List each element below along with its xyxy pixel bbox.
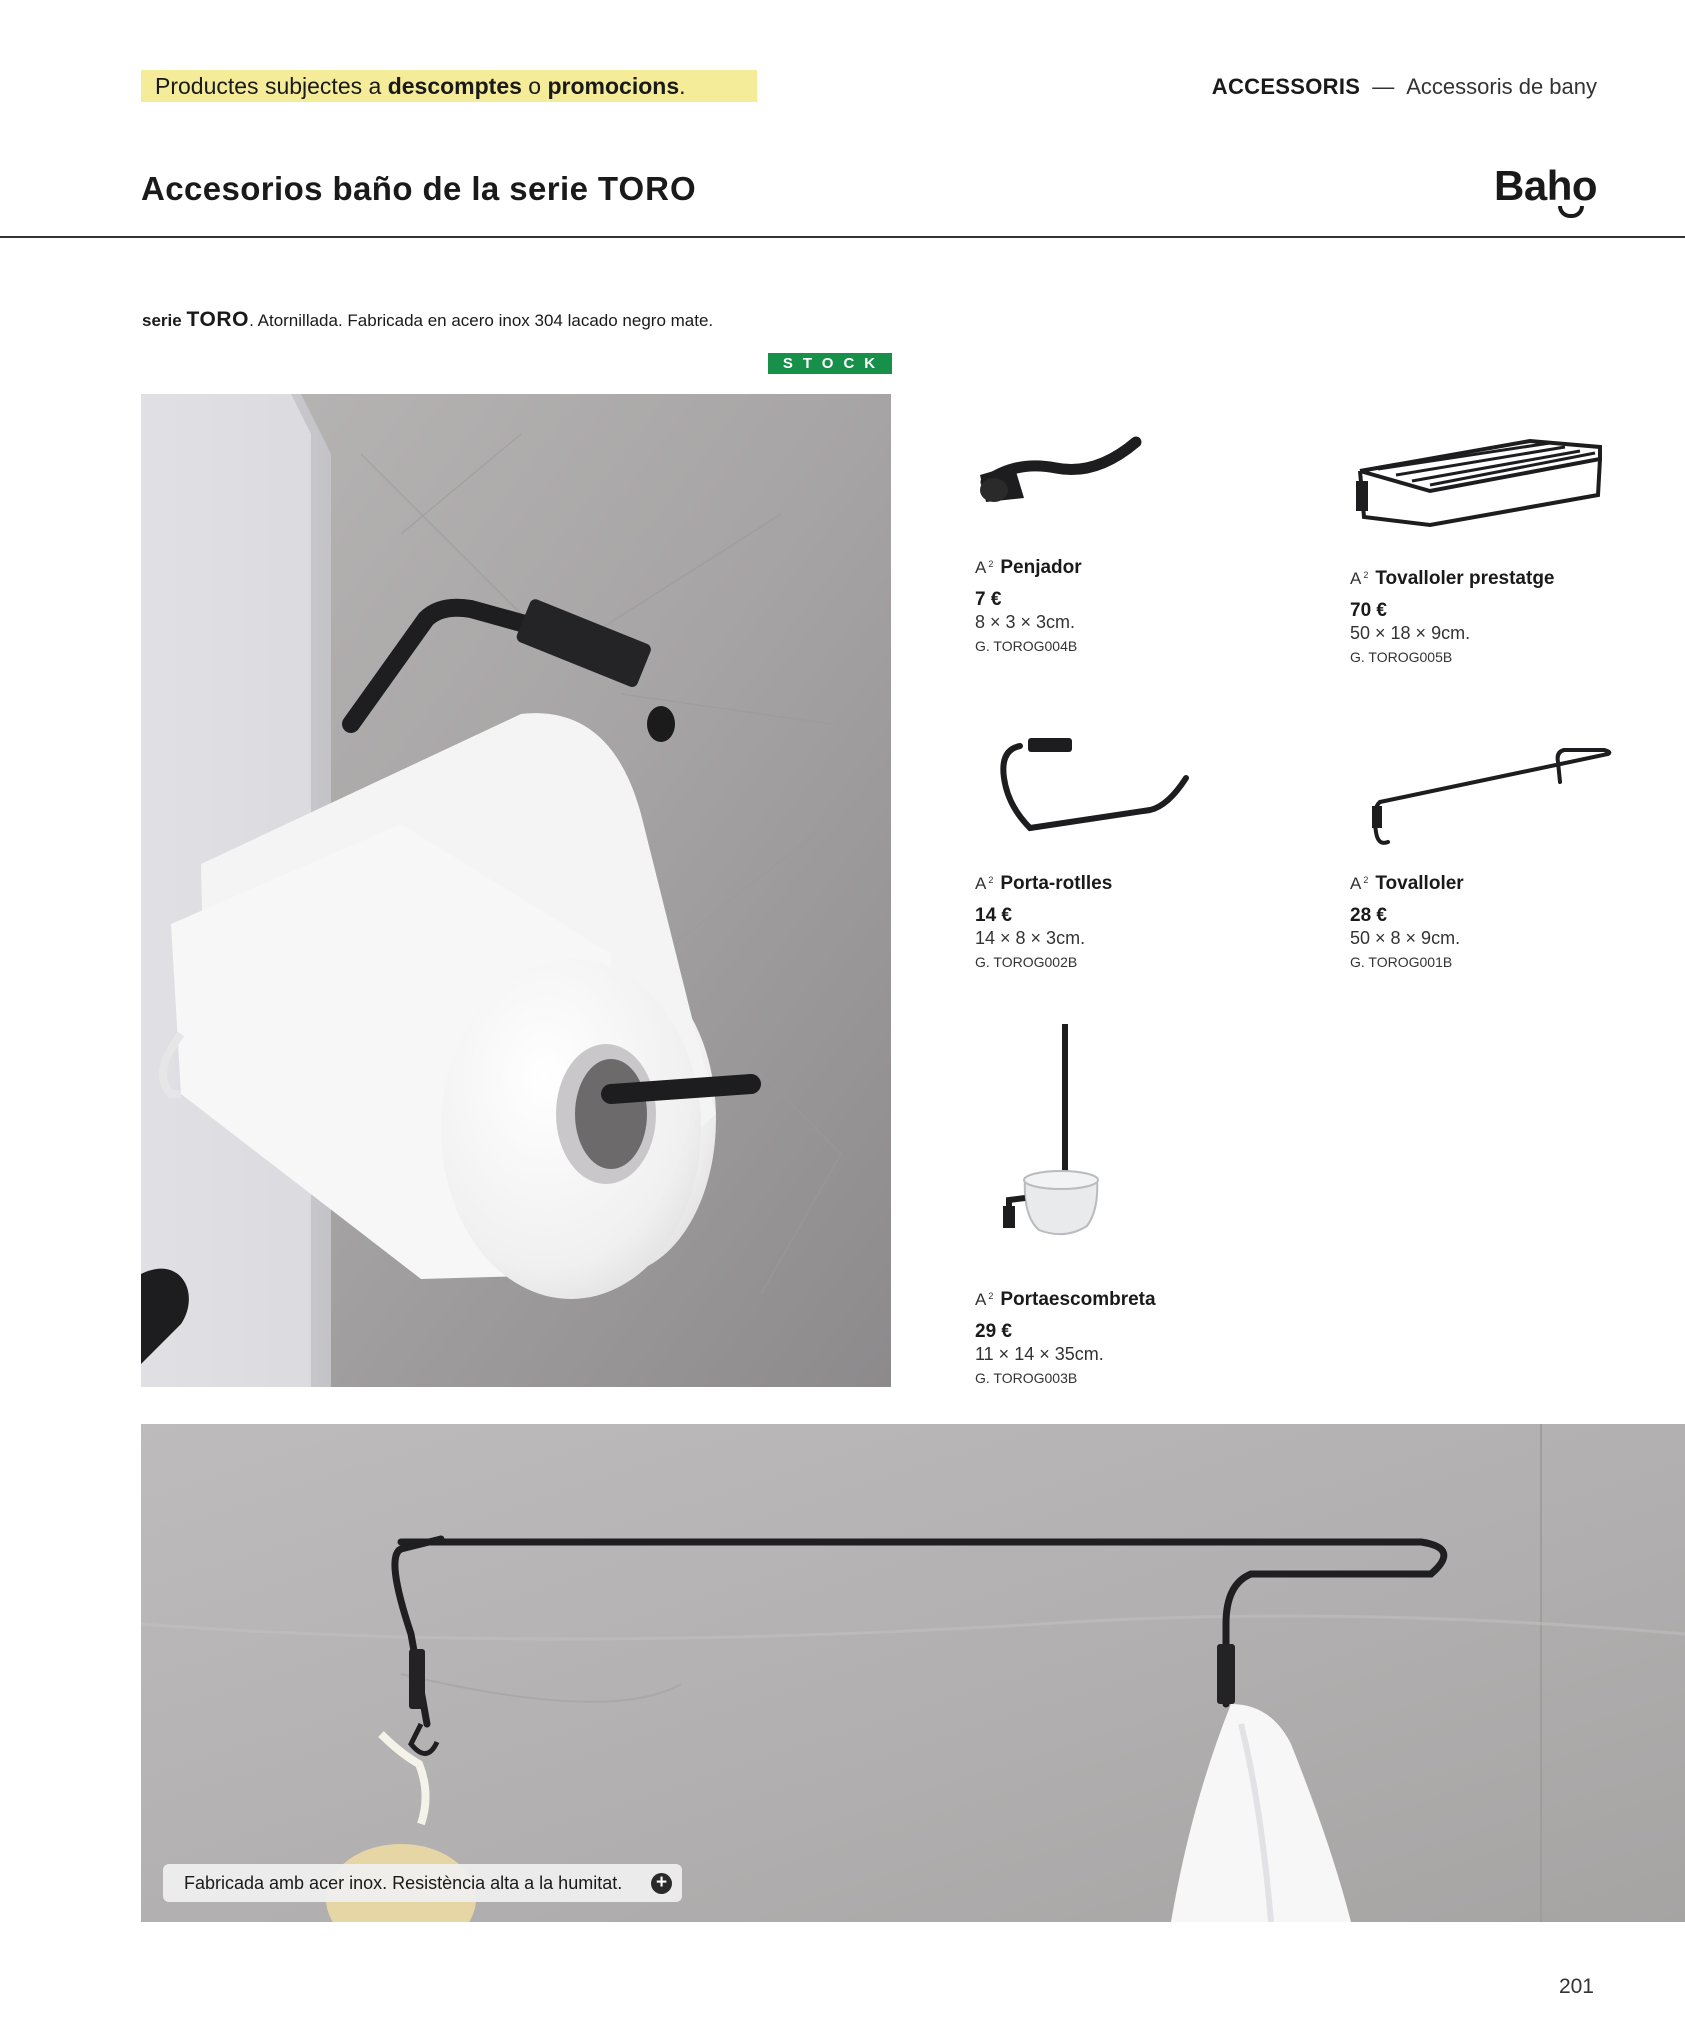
- caption-text: Fabricada amb acer inox. Resistència alta a la humitat.: [184, 1873, 623, 1893]
- towel-rail-photo: [141, 1424, 1685, 1922]
- robe-hook-icon: [966, 420, 1166, 520]
- stock-badge: STOCK: [768, 353, 892, 374]
- product-reference: G. TOROG004B: [975, 638, 1078, 654]
- brand-smile-icon: [1558, 206, 1584, 218]
- product-name-label: Tovalloler: [1375, 873, 1464, 894]
- towel-shelf-icon: [1350, 425, 1610, 535]
- product-name: [975, 556, 1082, 579]
- product-dimensions: 50 × 8 × 9cm.: [1350, 928, 1461, 948]
- product-code: A: [1350, 569, 1362, 588]
- caption-pill[interactable]: [163, 1864, 682, 1902]
- product-reference: G. TOROG005B: [1350, 649, 1453, 665]
- product-dimensions: 14 × 8 × 3cm.: [975, 928, 1086, 948]
- product-code-sup: 2: [988, 1291, 994, 1301]
- promo-promotions: promocions: [547, 73, 680, 99]
- promo-suffix: .: [679, 73, 686, 99]
- product-price: 7 €: [975, 589, 1002, 610]
- roll-holder-icon: [990, 728, 1200, 838]
- product-name-label: Tovalloler prestatge: [1375, 568, 1555, 589]
- page-title-series: TORO: [597, 170, 697, 207]
- towel-rail-icon: [1368, 742, 1618, 852]
- section-breadcrumb: [1212, 74, 1597, 100]
- roll-holder-photo-svg: [141, 394, 891, 1387]
- category-label: ACCESSORIS: [1211, 74, 1361, 99]
- product-price: 14 €: [975, 905, 1012, 926]
- product-dimensions: 11 × 14 × 35cm.: [975, 1344, 1104, 1364]
- product-code-sup: 2: [988, 875, 994, 885]
- product-code-sup: 2: [988, 559, 994, 569]
- product-name: [1350, 567, 1555, 590]
- page-number: 201: [1558, 1975, 1594, 1998]
- product-name-label: Penjador: [1000, 557, 1082, 578]
- product-code: A: [1350, 874, 1362, 893]
- product-card-towel-rail: [1350, 872, 1464, 974]
- product-reference: G. TOROG001B: [1350, 954, 1453, 970]
- product-reference: G. TOROG002B: [975, 954, 1078, 970]
- product-code: A: [975, 1290, 987, 1309]
- promo-prefix: Productes subjectes a: [155, 73, 388, 99]
- plus-icon[interactable]: +: [651, 1873, 672, 1894]
- promo-banner: [141, 70, 757, 102]
- page-title: [141, 170, 697, 208]
- product-code: A: [975, 874, 987, 893]
- product-code-sup: 2: [1363, 875, 1369, 885]
- intro-series: TORO: [186, 308, 250, 331]
- brand-logo-text: Baho: [1494, 162, 1597, 209]
- product-code: A: [975, 558, 987, 577]
- product-name-label: Porta-rotlles: [1000, 873, 1113, 894]
- breadcrumb-dash: —: [1372, 74, 1395, 99]
- product-dimensions: 50 × 18 × 9cm.: [1350, 623, 1471, 643]
- product-name: [975, 872, 1112, 895]
- product-code-sup: 2: [1363, 570, 1369, 580]
- product-price: 70 €: [1350, 600, 1387, 621]
- toilet-brush-icon: [995, 1020, 1105, 1260]
- main-product-photo: [141, 394, 891, 1387]
- subcategory-label: Accessoris de bany: [1406, 74, 1597, 99]
- product-name: [1350, 872, 1464, 895]
- towel-rail-photo-svg: [141, 1424, 1685, 1922]
- product-dimensions: 8 × 3 × 3cm.: [975, 612, 1076, 632]
- product-card-roll-holder: [975, 872, 1112, 974]
- brand-logo: [1494, 162, 1597, 210]
- series-intro: [142, 308, 713, 332]
- product-price: 29 €: [975, 1321, 1012, 1342]
- promo-middle: o: [521, 73, 548, 99]
- product-name: [975, 1288, 1156, 1311]
- product-name-label: Portaescombreta: [1000, 1289, 1156, 1310]
- product-card-towel-shelf: [1350, 567, 1555, 669]
- promo-discounts: descomptes: [387, 73, 522, 99]
- page-title-prefix: Accesorios baño de la serie: [141, 170, 598, 207]
- product-card-toilet-brush: [975, 1288, 1156, 1390]
- intro-label: serie: [142, 311, 182, 330]
- intro-description: . Atornillada. Fabricada en acero inox 304 lacado negro mate.: [249, 311, 714, 330]
- product-reference: G. TOROG003B: [975, 1370, 1078, 1386]
- title-divider: [0, 236, 1685, 238]
- product-card-robe-hook: [975, 556, 1082, 658]
- product-price: 28 €: [1350, 905, 1387, 926]
